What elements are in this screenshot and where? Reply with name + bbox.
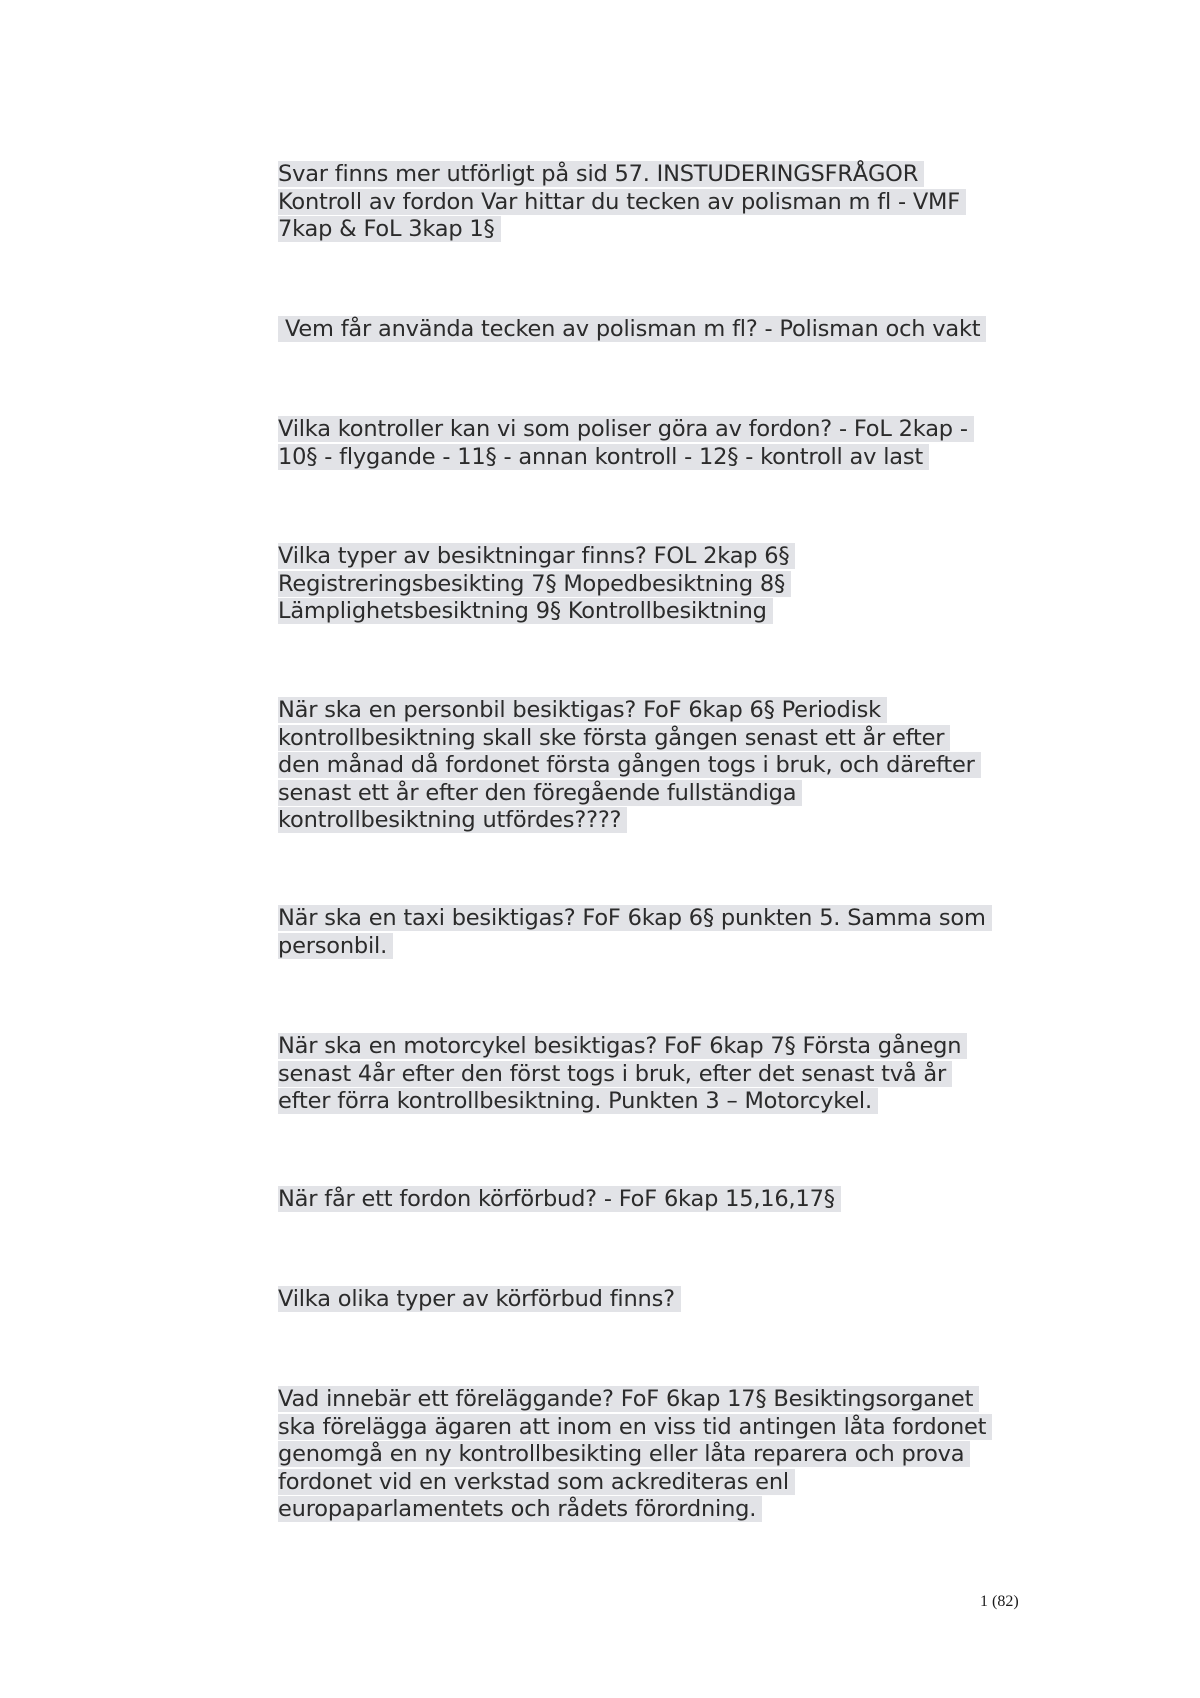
question-block-motorcykel xyxy=(278,1033,1038,1116)
question-block-korforbud xyxy=(278,1186,1038,1214)
text-line: genomgå en ny kontrollbesikting eller låta reparera och prova xyxy=(278,1441,1038,1469)
question-block-besiktningar xyxy=(278,543,1038,626)
question-block-taxi xyxy=(278,905,1038,960)
text-line: kontrollbesiktning utfördes???? xyxy=(278,807,1038,835)
text-line: Vilka kontroller kan vi som poliser göra av fordon? - FoL 2kap - xyxy=(278,416,1038,444)
page-number: 1 (82) xyxy=(980,1593,1019,1610)
question-block-forelaggande xyxy=(278,1386,1038,1524)
text-line: 7kap & FoL 3kap 1§ xyxy=(278,216,1038,244)
text-line: Svar finns mer utförligt på sid 57. INSTUDERINGSFRÅGOR xyxy=(278,161,1038,189)
text-line: När får ett fordon körförbud? - FoF 6kap 15,16,17§ xyxy=(278,1186,1038,1214)
text-line: Registreringsbesikting 7§ Mopedbesiktning 8§ xyxy=(278,571,1038,599)
text-line: Vad innebär ett föreläggande? FoF 6kap 17§ Besiktingsorganet xyxy=(278,1386,1038,1414)
text-line: personbil. xyxy=(278,933,1038,961)
text-line: den månad då fordonet första gången togs i bruk, och därefter xyxy=(278,752,1038,780)
text-line: När ska en motorcykel besiktigas? FoF 6kap 7§ Första gånegn xyxy=(278,1033,1038,1061)
text-line: ska förelägga ägaren att inom en viss tid antingen låta fordonet xyxy=(278,1414,1038,1442)
text-line: När ska en taxi besiktigas? FoF 6kap 6§ punkten 5. Samma som xyxy=(278,905,1038,933)
question-block-typer-korforbud xyxy=(278,1286,1038,1314)
text-line: 10§ - flygande - 11§ - annan kontroll - 12§ - kontroll av last xyxy=(278,444,1038,472)
question-block-personbil xyxy=(278,697,1038,835)
text-line: kontrollbesiktning skall ske första gången senast ett år efter xyxy=(278,725,1038,753)
text-line: europaparlamentets och rådets förordning. xyxy=(278,1496,1038,1524)
text-line: efter förra kontrollbesiktning. Punkten 3 – Motorcykel. xyxy=(278,1088,1038,1116)
text-line: Kontroll av fordon Var hittar du tecken av polisman m fl - VMF xyxy=(278,189,1038,217)
text-line: Vem får använda tecken av polisman m fl? - Polisman och vakt xyxy=(278,316,1038,344)
text-line: När ska en personbil besiktigas? FoF 6kap 6§ Periodisk xyxy=(278,697,1038,725)
text-line: senast 4år efter den först togs i bruk, efter det senast två år xyxy=(278,1061,1038,1089)
text-line: fordonet vid en verkstad som ackrediteras enl xyxy=(278,1469,1038,1497)
text-line: senast ett år efter den föregående fullständiga xyxy=(278,780,1038,808)
question-block-tecken xyxy=(278,316,1038,344)
text-line: Lämplighetsbesiktning 9§ Kontrollbesiktning xyxy=(278,598,1038,626)
question-block-kontroller xyxy=(278,416,1038,471)
text-line: Vilka olika typer av körförbud finns? xyxy=(278,1286,1038,1314)
text-line: Vilka typer av besiktningar finns? FOL 2kap 6§ xyxy=(278,543,1038,571)
question-block-intro xyxy=(278,161,1038,244)
